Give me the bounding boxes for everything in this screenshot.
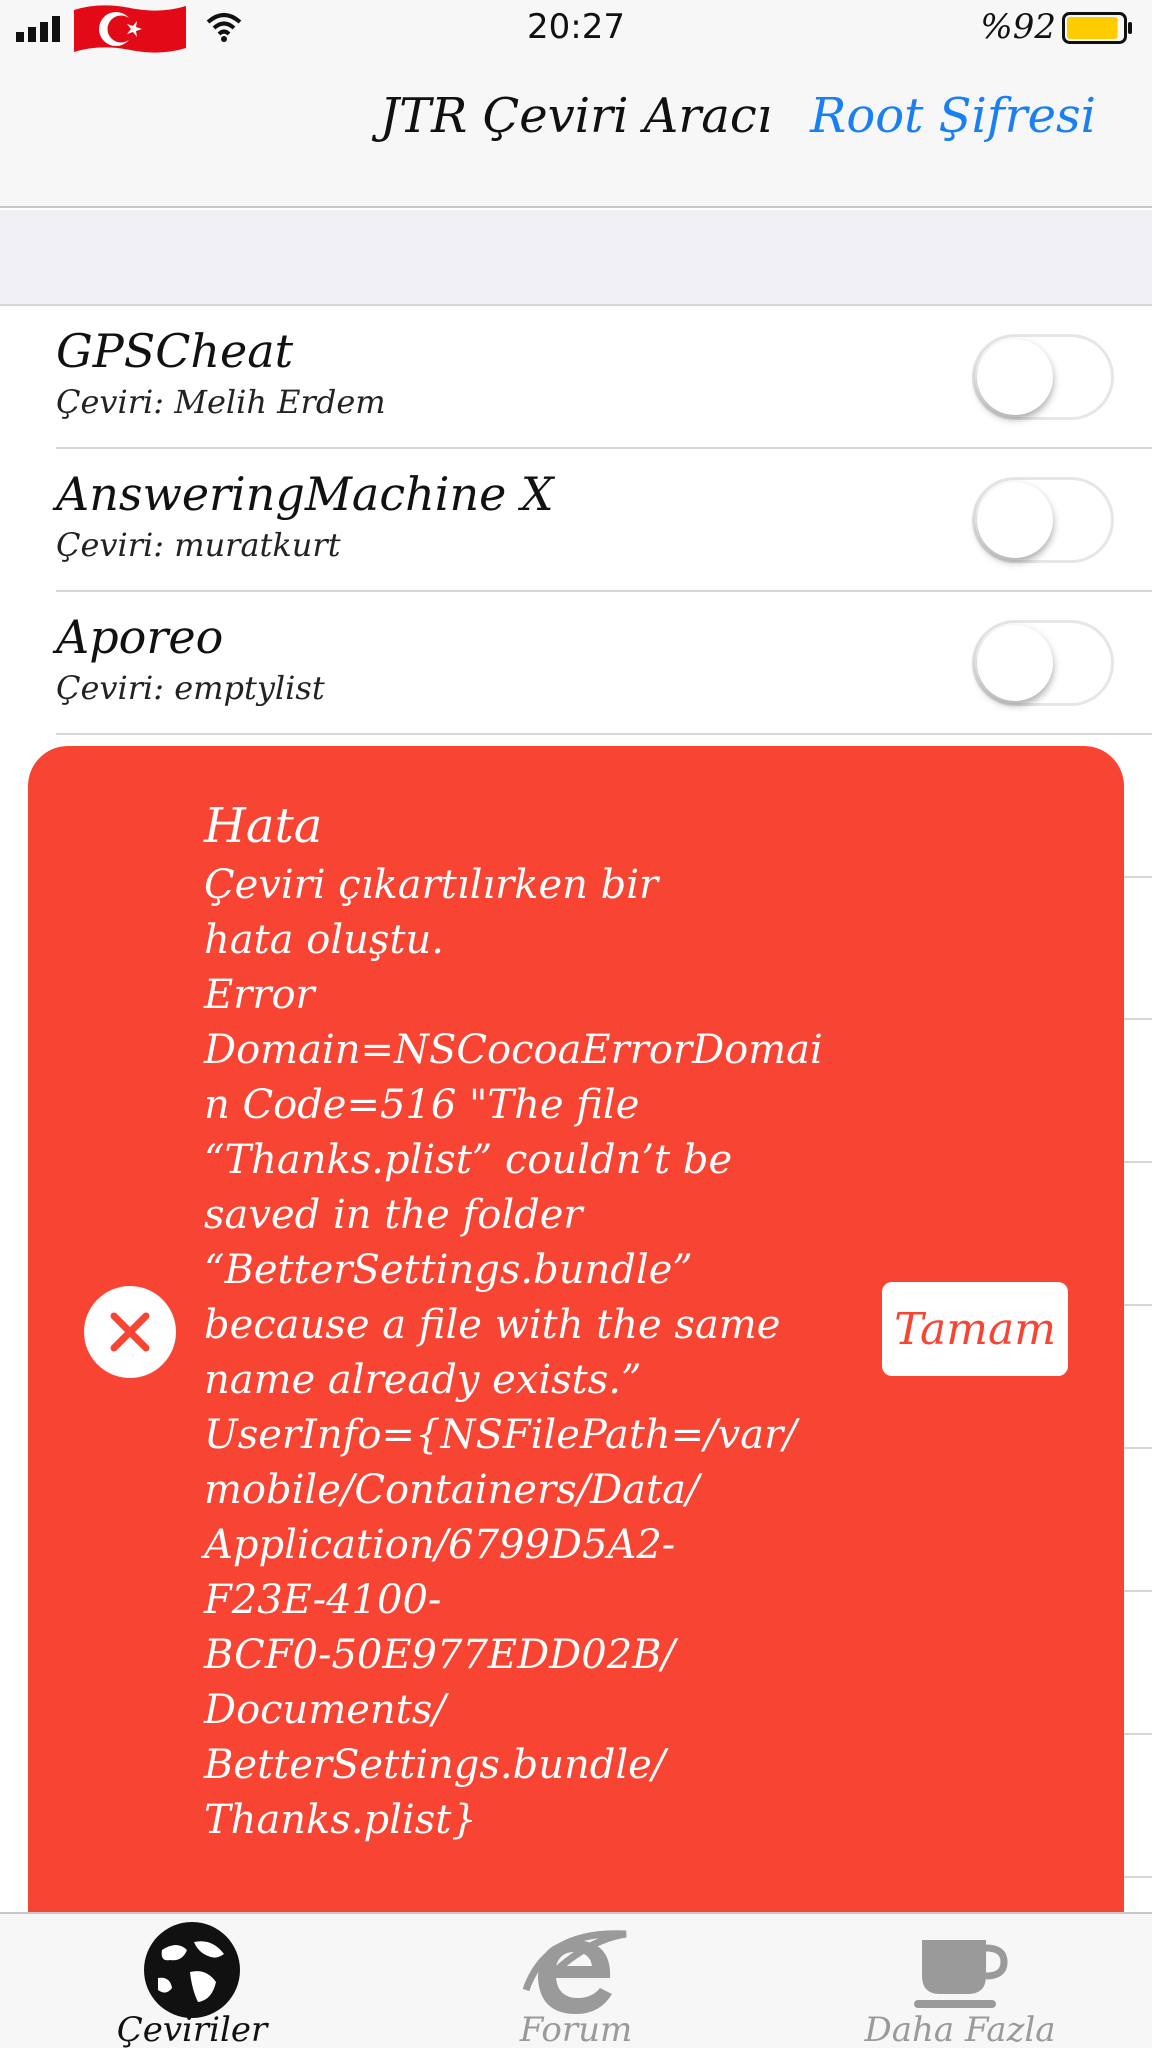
nav-title: JTR Çeviri Aracı: [379, 88, 773, 144]
row-separator: [1122, 1018, 1152, 1020]
toggle-knob: [977, 625, 1053, 701]
install-toggle[interactable]: [972, 334, 1114, 420]
row-separator: [1122, 1304, 1152, 1306]
list-item[interactable]: [56, 592, 1152, 735]
list-item-title: GPSCheat: [56, 324, 294, 378]
install-toggle[interactable]: [972, 620, 1114, 706]
tab-label: Çeviriler: [116, 2010, 268, 2048]
row-separator: [1122, 1590, 1152, 1592]
list-item-title: Aporeo: [56, 610, 224, 664]
section-header-gap: [0, 210, 1152, 306]
tab-translations[interactable]: [0, 1914, 384, 2048]
row-separator: [1122, 876, 1152, 878]
tab-more[interactable]: [768, 1914, 1152, 2048]
browser-e-icon: [516, 1920, 636, 2020]
alert-message: Çeviri çıkartılırken bir hata oluştu. Error Domain=NSCocoaErrorDomai n Code=516 "The file “Thanks.plist” couldn’t be saved in the folder “BetterSettings.bundle” because a file with the same name already exists.” UserInfo={NSFilePath=/var/ mobile/Containers/Data/ Application/6799D5A2- F23E-4100- BCF0-50E977EDD02B/ Documents/ BetterSettings.bundle/ Thanks.plist}: [204, 862, 823, 1843]
top-bar: [0, 0, 1152, 208]
toggle-knob: [977, 482, 1053, 558]
tab-forum[interactable]: [384, 1914, 768, 2048]
list-item-subtitle: Çeviri: emptylist: [56, 669, 325, 707]
tab-label: Forum: [519, 2010, 633, 2048]
tab-label: Daha Fazla: [864, 2010, 1056, 2048]
row-separator: [1122, 1876, 1152, 1878]
status-time: 20:27: [527, 7, 625, 47]
translations-list: [0, 306, 1152, 735]
row-separator: [1122, 1447, 1152, 1449]
error-alert: [28, 746, 1124, 2048]
list-item-subtitle: Çeviri: Melih Erdem: [56, 383, 386, 421]
row-separator: [1122, 1733, 1152, 1735]
globe-icon: [132, 1920, 252, 2020]
toggle-knob: [977, 339, 1053, 415]
close-icon: [84, 1286, 176, 1378]
status-bar: [0, 0, 1152, 56]
root-password-button[interactable]: Root Şifresi: [810, 88, 1096, 144]
alert-title: Hata: [204, 798, 323, 854]
list-item[interactable]: [56, 449, 1152, 592]
ok-button[interactable]: Tamam: [882, 1282, 1068, 1376]
list-item-subtitle: Çeviri: muratkurt: [56, 526, 341, 564]
row-separator: [1122, 1161, 1152, 1163]
install-toggle[interactable]: [972, 477, 1114, 563]
battery-percent: %92: [980, 7, 1056, 47]
list-item[interactable]: [56, 306, 1152, 449]
list-item-title: AnsweringMachine X: [56, 467, 554, 521]
battery-icon: [1062, 12, 1134, 44]
coffee-cup-icon: [900, 1920, 1020, 2020]
tab-bar: [0, 1912, 1152, 2048]
